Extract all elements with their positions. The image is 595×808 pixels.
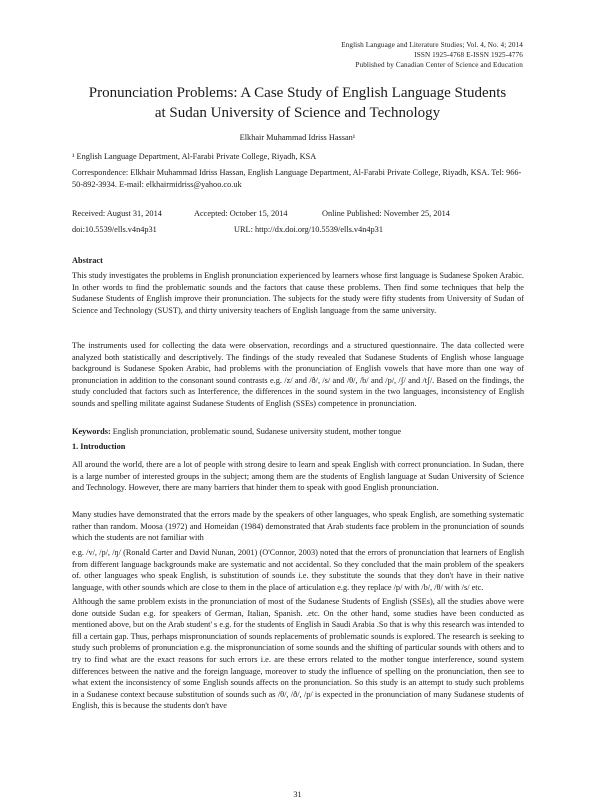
doi[interactable]: doi:10.5539/ells.v4n4p31 [72, 225, 157, 234]
keywords [72, 426, 524, 438]
abstract-paragraph-2: The instruments used for collecting the data were observation, recordings and a structured questionnaire. The data collected were analyzed both statistically and descriptively. The findings of the study revealed that Sudanese Students of English whose language background is Sudanese Spoken Arabic, had problems with the pronunciation of English vowels that have more than one way of pronunciation in addition to the consonant sound contrasts e.g. /z/ and /ð/, /s/ and /θ/, /b/ and /p/, /ʃ/ and /tʃ/. Based on the findings, the study concluded that factors such as Interference, the differences in the sound system in the two languages, inconsistency of English sounds and spelling militate against Sudanese Students of English (SSEs) competence in pronunciation. [72, 341, 524, 408]
title-line-1: Pronunciation Problems: A Case Study of English Language Students [88, 85, 507, 101]
intro-paragraph-2: Many studies have demonstrated that the errors made by the speakers of other languages, who speak English, are something systematic rather than random. Moosa (1972) and Homeidan (1984) demonstrated that Arab students face problem in the pronunciation of sounds which the students are not familiar with [72, 510, 524, 543]
intro-paragraph-3: e.g. /v/, /p/, /ŋ/ (Ronald Carter and David Nunan, 2001) (O'Connor, 2003) noted that the errors of pronunciation that learners of English from different language backgrounds make are systematic and not accidental. So they concluded that the main problem of the speakers of. other languages who speak English, is substitution of sounds i.e. they substitute the sounds that they don't have in their native language, with other sounds which are close to them in the place of articulation e.g. they replace /p/ with /b/, /θ/ with /s/ etc. [72, 548, 524, 592]
received-date: Received: August 31, 2014 [72, 209, 162, 218]
journal-citation: English Language and Literature Studies; Vol. 4, No. 4; 2014 [341, 41, 523, 49]
journal-header [341, 40, 523, 70]
doi-url[interactable]: URL: http://dx.doi.org/10.5539/ells.v4n4p31 [234, 225, 383, 234]
title-line-2: at Sudan University of Science and Technology [154, 104, 441, 121]
keywords-text: English pronunciation, problematic sound, Sudanese university student, mother tongue [110, 427, 402, 436]
intro-paragraph-1: All around the world, there are a lot of people with strong desire to learn and speak English with correct pronunciation. In Sudan, there is a large number of interested groups in the subject; among them are the students of English language at Sudan University of Science and Technology. However, there are many barriers that hinder them to speak with good English pronunciation. [72, 460, 524, 493]
introduction-heading: 1. Introduction [72, 442, 126, 451]
keywords-label: Keywords: [72, 427, 111, 436]
article-title [60, 84, 535, 123]
publisher: Published by Canadian Center of Science and Education [355, 61, 523, 69]
accepted-date: Accepted: October 15, 2014 [194, 209, 288, 218]
author: Elkhair Muhammad Idriss Hassan¹ [239, 133, 356, 142]
abstract-heading: Abstract [72, 256, 103, 265]
abstract-paragraph-1: This study investigates the problems in English pronunciation experienced by learners whose first language is Sudanese Spoken Arabic. In other words to find the problematic sounds and the factors that cause these problems. Then find some techniques that help the Sudanese Students of English improve their pronunciation. The subjects for the study were fifty students from University of Sudan of Science and Technology (SUST), and thirty university teachers of English language from the same university. [72, 271, 524, 315]
correspondence: Correspondence: Elkhair Muhammad Idriss Hassan, English Language Department, Al-Farabi Private College, Riyadh, KSA. Tel: 966-50-892-3934. E-mail: elkhairmidriss@yahoo.co.uk [72, 168, 522, 189]
page-number: 31 [293, 790, 302, 799]
published-date: Online Published: November 25, 2014 [322, 209, 450, 218]
affiliation: ¹ English Language Department, Al-Farabi Private College, Riyadh, KSA [72, 152, 317, 161]
intro-paragraph-4: Although the same problem exists in the pronunciation of most of the Sudanese Students of English (SSEs), all the studies above were done outside Sudan e.g. for speakers of German, Italian, Spanish. .etc. On the other hand, some studies have been conducted as mentioned above, but on the Arab student' s e.g. for the students of English in Saudi Arabia .So that is why this research was intended to fill a certain gap. Thus, perhaps mispronunciation of sounds replacements of problematic sounds is explored. The research is seeking to study such problems of pronunciation e.g. the mispronunciation of some sounds and the shifting of particular sounds with others and to try to find what are the exact reasons for such errors i.e. are these errors related to the mother tongue interference, sound system differences between the native and the foreign language, moreover to study the influence of spelling on the pronunciation, then see to what extent the inconsistency of some English sounds affects on the pronunciation. So this study is an attempt to study such problems in a Sudanese context because substitution of sounds such as /θ/, /ð/, /p/ is expected in the pronunciation of many Sudanese students of English, this is because the students don't have [72, 597, 524, 711]
issn: ISSN 1925-4768 E-ISSN 1925-4776 [414, 51, 523, 59]
